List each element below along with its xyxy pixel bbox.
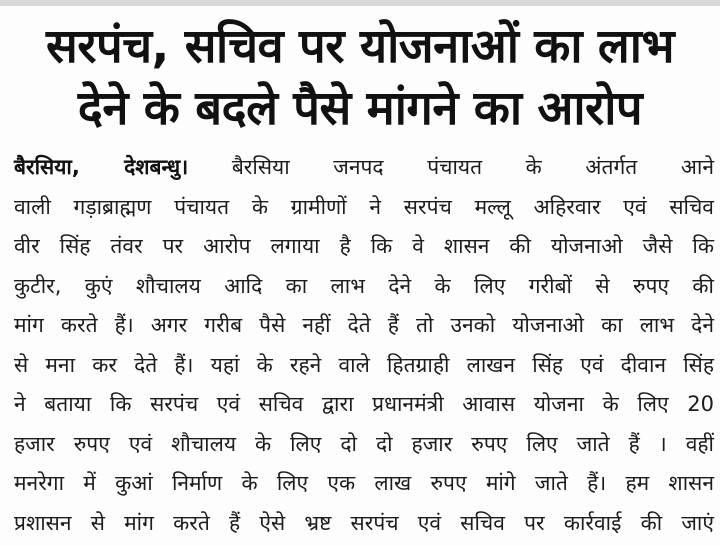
- body-line-2: वाली गड़ाब्राह्मण पंचायत के ग्रामीणों ने सरपंच मल्लू अहिरवार एवं सचिव: [14, 194, 714, 219]
- dateline: बैरसिया, देशबन्धु।: [14, 155, 189, 179]
- body-line-8: हजार रुपए एवं शौचालय के लिए दो दो हजार रुपए लिए जाते हैं । वहीं: [14, 431, 714, 456]
- body-line-4: कुटीर, कुएं शौचालय आदि का लाभ देने के लिए गरीबों से रुपए की: [14, 273, 714, 298]
- headline-line-1: सरपंच, सचिव पर योजनाओं का लाभ: [46, 19, 674, 74]
- body-line-7: ने बताया कि सरपंच एवं सचिव द्वारा प्रधानमंत्री आवास योजना के लिए 20: [14, 392, 714, 416]
- headline: [10, 16, 710, 140]
- body-line-10: प्रशासन से मांग करते हैं ऐसे भ्रष्ट सरपंच एवं सचिव पर कार्रवाई की जाएं: [14, 510, 714, 535]
- body-line-1: [14, 148, 714, 188]
- body-line-6: से मना कर देते हैं। यहां के रहने वाले हितग्राही लाखन सिंह एवं दीवान सिंह: [14, 352, 714, 377]
- article-body: [14, 148, 714, 543]
- top-border: [0, 0, 720, 6]
- body-line-3: वीर सिंह तंवर पर आरोप लगाया है कि वे शासन की योजनाओ जैसे कि: [14, 234, 714, 258]
- body-line-1-text: बैरसिया जनपद पंचायत के अंतर्गत आने: [231, 155, 714, 179]
- headline-line-2: देने के बदले पैसे मांगने का आरोप: [77, 81, 643, 136]
- body-line-5: मांग करते हैं। अगर गरीब पैसे नहीं देते हैं तो उनको योजनाओ का लाभ देने: [14, 313, 714, 337]
- body-line-9: मनरेगा में कुआं निर्माण के लिए एक लाख रुपए मांगे जाते हैं। हम शासन: [14, 471, 714, 495]
